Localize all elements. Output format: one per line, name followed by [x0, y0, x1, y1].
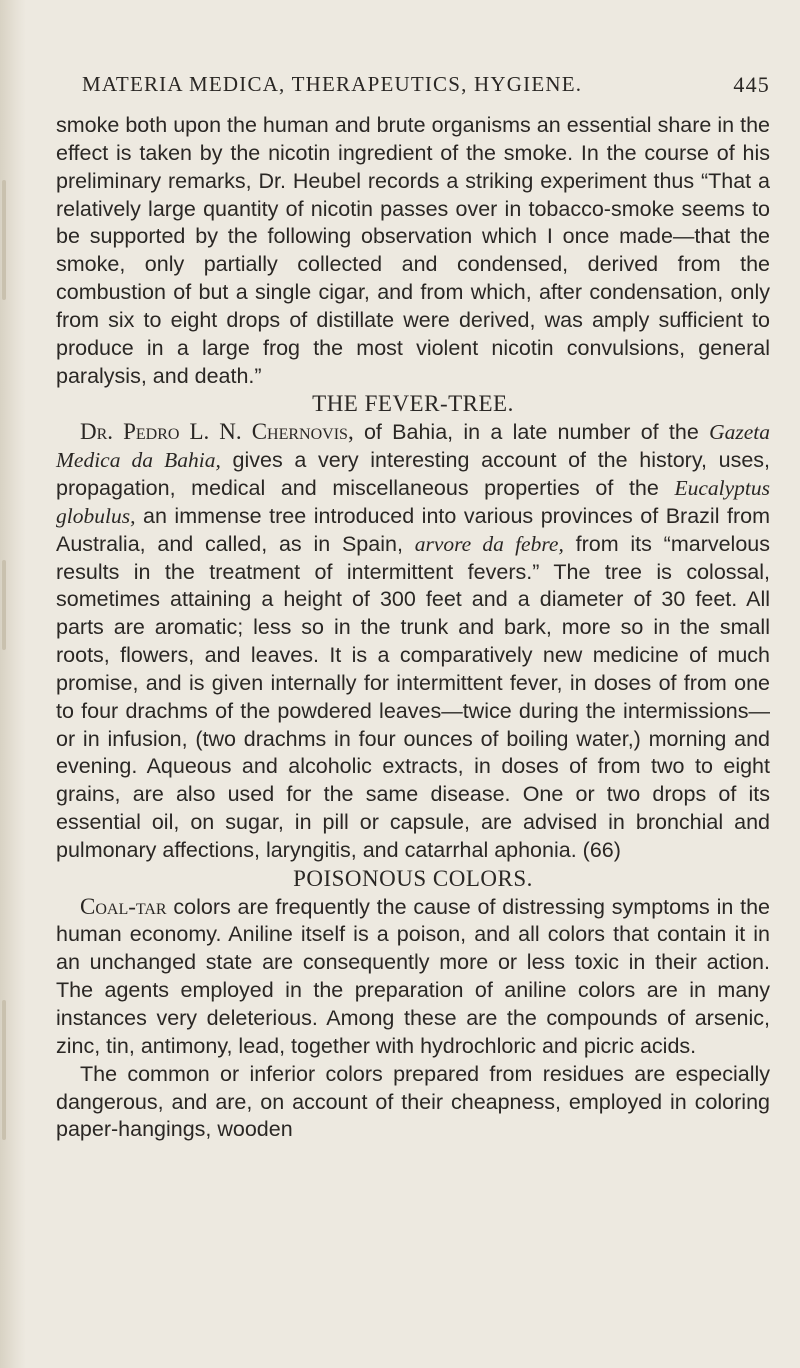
heading-fever-tree: THE FEVER-TREE. [312, 391, 514, 417]
spine-mark [2, 1000, 6, 1140]
paragraph-nicotin [56, 112, 770, 390]
journal-title: Gazeta Medica da Bahia, [56, 420, 770, 473]
author-name: Dr. Pedro L. N. Chernovis, [80, 419, 354, 445]
species-name: Eucalyptus globulus, [56, 475, 770, 528]
paragraph-coal-tar [56, 893, 770, 1061]
paragraph-text: colors are frequently the cause of distressing symptoms in the human economy. Aniline itself is a poison, and all colors that contain it in an unchanged state are consequently more or less toxic in their action. The agents employed in the preparation of aniline colors are in many instances very deleterious. Among these are the compounds of arsenic, zinc, tin, antimony, lead, together with hydrochloric and picric acids. [56, 894, 770, 1058]
heading-poisonous-colors: POISONOUS COLORS. [293, 865, 533, 891]
body-text [56, 112, 770, 1144]
paragraph-fever-tree: Dr. Pedro L. N. Chernovis, of Bahia, in a late number of the Gazeta Medica da Bahia, gives a very interesting account of the history, uses, propagation, medical and miscellaneous properties of the Eucalyptus globulus, an immense tree introduced into various provinces of Brazil from Australia, and called, as in Spain, arvore da febre, from its “marvelous results in the treatment of intermittent fevers.” The tree is colossal, sometimes attaining a height of 300 feet and a diameter of 30 feet. All parts are aromatic; less so in the trunk and bark, more so in the small roots, flowers, and leaves. It is a comparatively new medicine of much promise, and is given internally for intermittent fever, in doses of from one to four drachms of the powdered leaves—twice during the intermissions—or in infusion, (two drachms in four ounces of boiling water,) morning and evening. Aqueous and alcoholic extracts, in doses of from two to eight grains, are also used for the same disease. One or two drops of its essential oil, on sugar, in pill or capsule, are advised in bronchial and pulmonary affections, laryngitis, and catarrhal aphonia. (66) [56, 419, 771, 862]
spine-mark [2, 180, 6, 300]
page-gutter-shadow [0, 0, 26, 1368]
spine-mark [2, 560, 6, 650]
local-name: arvore da febre, [414, 531, 564, 556]
paragraph-text: The common or inferior colors prepared from residues are especially dangerous, and are, on account of their cheapness, employed in coloring paper-hangings, wooden [56, 1061, 770, 1142]
lead-word: Coal-tar [80, 893, 167, 919]
page-number: 445 [733, 72, 770, 97]
page-header [56, 72, 770, 102]
running-head: MATERIA MEDICA, THERAPEUTICS, HYGIENE. [82, 72, 583, 96]
paragraph-text: smoke both upon the human and brute organisms an essential share in the effect is taken by the nicotin ingredient of the smoke. In the course of his preliminary remarks, Dr. Heubel records a striking experiment thus “That a relatively large quantity of nicotin passes over in tobacco-smoke seems to be supported by the following observation which I once made—that the smoke, only partially collected and condensed, derived from the combustion of but a single cigar, and from which, after condensation, only from six to eight drops of distillate were derived, was amply sufficient to produce in a large frog the most violent nicotin convulsions, general paralysis, and death.” [56, 113, 770, 388]
paragraph-inferior-colors [56, 1061, 770, 1145]
